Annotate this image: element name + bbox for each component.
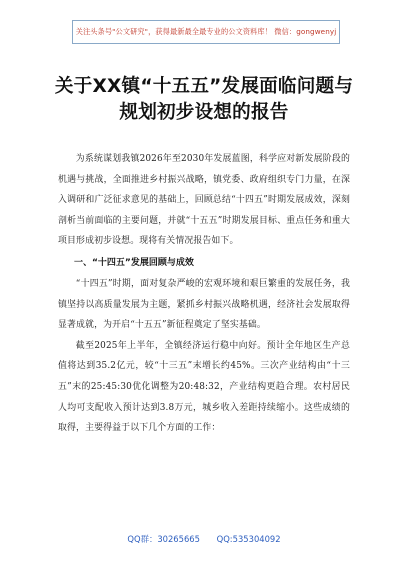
review-paragraph: “十四五”时期，面对复杂严峻的宏观环境和艰巨繁重的发展任务，我镇坚持以高质量发展为主题，紧抓乡村振兴战略机遇，经济社会发展取得显著成就，为开启“十五五”新征程奠定了坚实基础。 xyxy=(58,278,350,331)
section-heading: 一、“十四五”发展回顾与成效 xyxy=(74,257,194,268)
document-title xyxy=(40,74,368,126)
footer xyxy=(0,533,408,545)
qq-group-text: QQ群：30265665 xyxy=(127,534,200,544)
document-body xyxy=(58,149,350,439)
qq-text: QQ:535304092 xyxy=(216,534,281,544)
banner-text: 关注头条号"公文研究"，获得最新最全最专业的公文资料库！ 微信：gongwenyj xyxy=(75,27,337,36)
intro-paragraph: 为系统谋划我镇2026年至2030年发展蓝图，科学应对新发展阶段的机遇与挑战，全面推进乡村振兴战略，镇党委、政府组织专门力量，在深入调研和广泛征求意见的基础上，回顾总结“十四五”时期发展成效，深刻剖析当前面临的主要问题，并就“十五五”时期发展目标、重点任务和重大项目形成初步设想。现将有关情况报告如下。 xyxy=(58,154,350,247)
title-line-2: 规划初步设想的报告 xyxy=(119,102,289,123)
economy-paragraph: 截至2025年上半年，全镇经济运行稳中向好。预计全年地区生产总值将达到35.2亿元，较“十三五”末增长约45%。三次产业结构由“十三五”末的25:45:30优化调整为20:48:32，产业结构更趋合理。农村居民人均可支配收入预计达到3.8万元，城乡收入差距持续缩小。这些成绩的取得，主要得益于以下几个方面的工作： xyxy=(58,340,350,434)
header-banner xyxy=(72,20,340,44)
title-line-1: 关于XX镇“十五五”发展面临问题与 xyxy=(54,76,354,97)
